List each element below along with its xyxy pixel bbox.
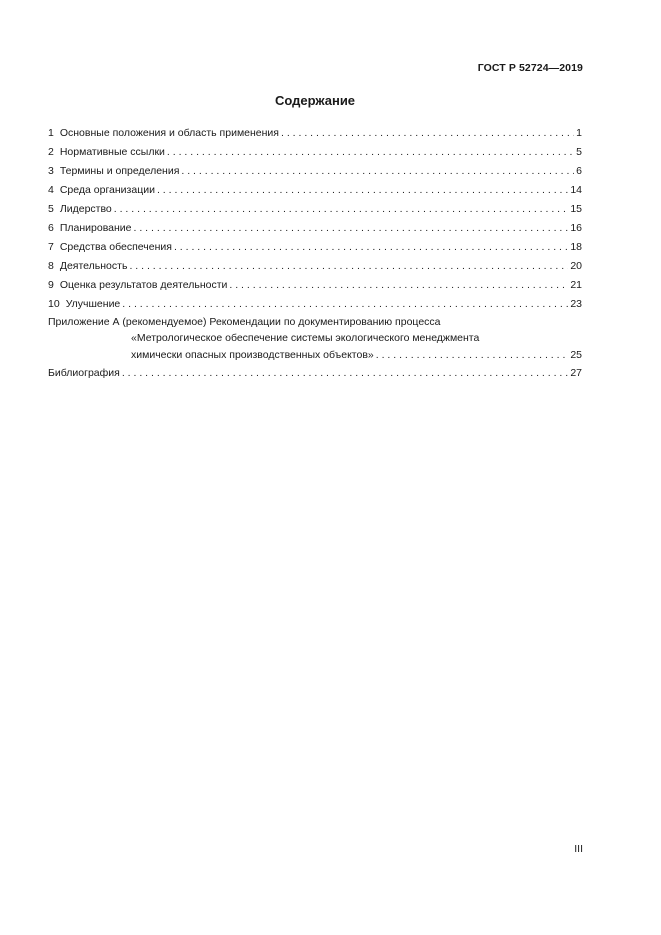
toc-entry-8[interactable] [48,257,582,276]
toc-entry-bibliography[interactable] [48,364,582,383]
toc-entry-title: Средства обеспечения [59,241,172,253]
toc-entry-page: 5 [576,146,582,158]
toc-entry-page: 1 [576,127,582,139]
toc-entry-number: 4 [48,184,54,196]
toc-leader-dots [174,238,568,257]
appendix-title-line-2: «Метрологическое обеспечение системы экологического менеджмента [131,332,480,344]
toc-entry-page: 21 [570,279,582,291]
toc-entry-page: 14 [570,184,582,196]
toc-leader-dots [181,162,574,181]
toc-entry-4[interactable] [48,181,582,200]
toc-entry-3[interactable] [48,162,582,181]
toc-entry-number: 1 [48,127,54,139]
toc-entry-7[interactable] [48,238,582,257]
appendix-title-line-3: химически опасных производственных объектов» [131,349,374,361]
toc-leader-dots [229,276,568,295]
toc-entry-title: Улучшение [65,298,121,310]
appendix-title-line-1: Приложение А (рекомендуемое) Рекомендации по документированию процесса [48,316,441,328]
toc-entry-page: 16 [570,222,582,234]
toc-entry-title: Планирование [59,222,132,234]
toc-entry-title: Основные положения и область применения [59,127,279,139]
toc-leader-dots [114,200,569,219]
toc-entry-number: 7 [48,241,54,253]
toc-entry-2[interactable] [48,143,582,162]
toc-entry-title: Термины и определения [59,165,180,177]
toc-entry-title: Нормативные ссылки [59,146,165,158]
toc-leader-dots [281,124,574,143]
toc-entry-page: 25 [570,349,582,361]
toc-leader-dots [122,295,568,314]
toc-entry-number: 9 [48,279,54,291]
toc-entry-number: 6 [48,222,54,234]
toc-entry-number: 10 [48,298,60,310]
toc-entry-appendix-a[interactable] [48,314,582,364]
toc-entry-page: 20 [570,260,582,272]
toc-entry-6[interactable] [48,219,582,238]
toc-entry-title: Деятельность [59,260,128,272]
toc-leader-dots [129,257,568,276]
toc-entry-page: 6 [576,165,582,177]
toc-entry-page: 23 [570,298,582,310]
page-number: III [574,843,583,855]
toc-entry-title: Библиография [48,367,120,379]
table-of-contents [48,124,582,383]
toc-entry-number: 5 [48,203,54,215]
toc-entry-number: 3 [48,165,54,177]
toc-entry-5[interactable] [48,200,582,219]
toc-entry-page: 18 [570,241,582,253]
toc-leader-dots [376,346,569,364]
toc-leader-dots [134,219,569,238]
toc-entry-title: Лидерство [59,203,112,215]
toc-leader-dots [122,364,568,383]
toc-entry-number: 8 [48,260,54,272]
toc-entry-page: 27 [570,367,582,379]
toc-entry-title: Среда организации [59,184,155,196]
page-title: Содержание [274,93,356,108]
toc-entry-page: 15 [570,203,582,215]
appendix-title-line-3-row [48,346,582,364]
document-standard-code: ГОСТ Р 52724—2019 [477,62,583,74]
toc-entry-9[interactable] [48,276,582,295]
toc-entry-10[interactable] [48,295,582,314]
toc-leader-dots [157,181,568,200]
toc-entry-number: 2 [48,146,54,158]
toc-leader-dots [167,143,574,162]
toc-entry-title: Оценка результатов деятельности [59,279,228,291]
toc-entry-1[interactable] [48,124,582,143]
